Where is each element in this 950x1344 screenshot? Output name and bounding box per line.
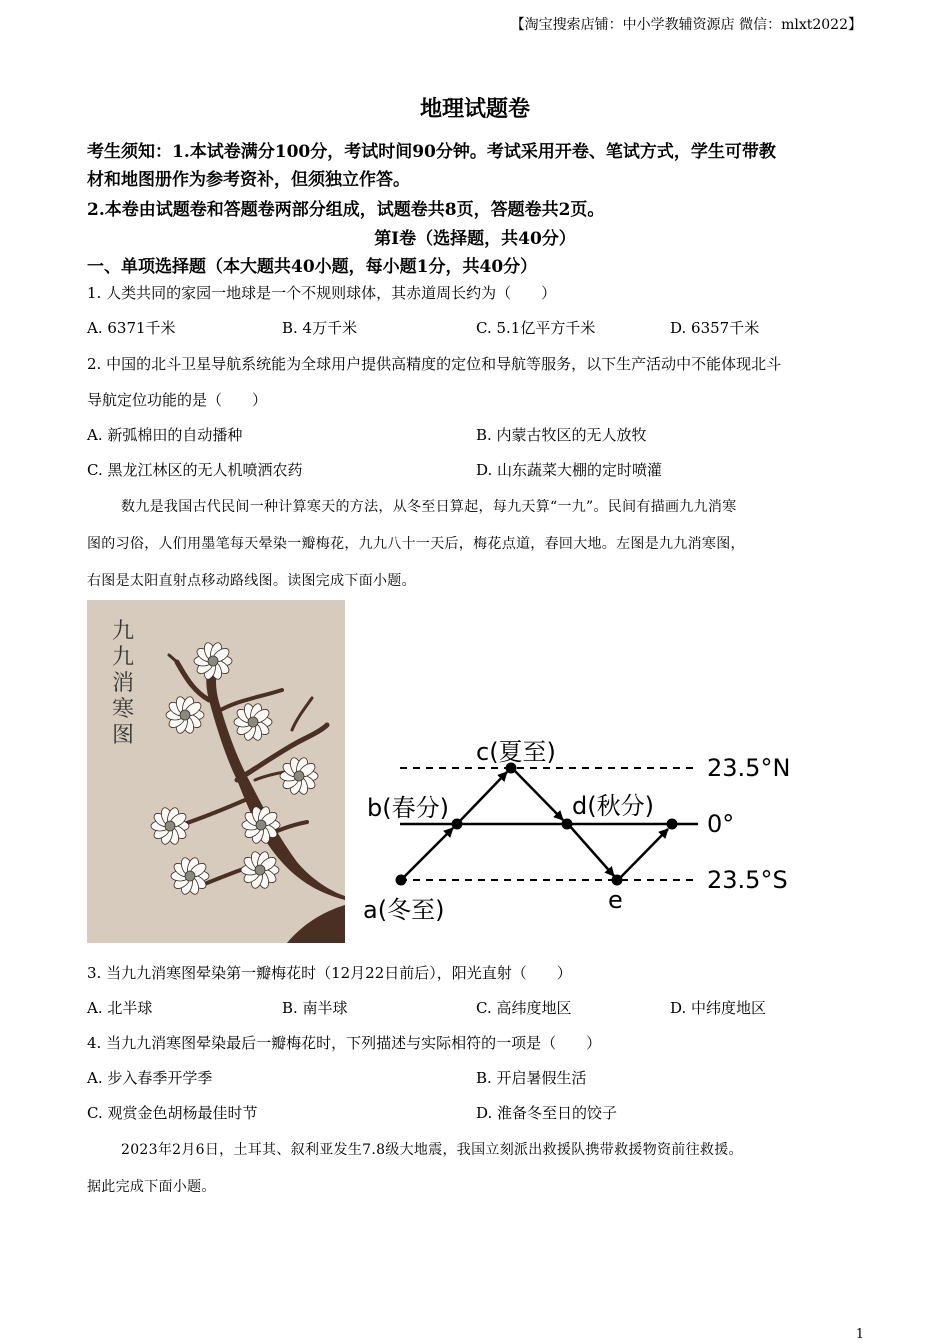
solar-point-path-diagram <box>360 730 800 930</box>
q1-option-b: B. 4万千米 <box>282 319 358 337</box>
page-title: 地理试题卷 <box>419 96 530 122</box>
arrow-d-to-e <box>568 824 614 876</box>
q2-option-d: D. 山东蔬菜大棚的定时喷灌 <box>476 461 663 479</box>
label-23-5n: 23.5°N <box>707 754 791 782</box>
point-a <box>396 875 407 886</box>
q4-option-b: B. 开启暑假生活 <box>476 1069 587 1087</box>
q4-option-d: D. 淮备冬至日的饺子 <box>476 1104 618 1122</box>
point-b <box>452 819 463 830</box>
label-e: e <box>608 886 623 914</box>
passage1-line-1: 数九是我国古代民间一种计算寒天的方法，从冬至日算起，每九天算“一九”。民间有描画九九消寒 <box>121 499 737 515</box>
label-b: b(春分) <box>367 794 449 822</box>
section-title: 一、单项选择题（本大题共40小题，每小题1分，共40分） <box>87 257 538 277</box>
point-d <box>562 819 573 830</box>
q3-option-b: B. 南半球 <box>282 999 348 1017</box>
point-e <box>612 875 623 886</box>
q3-option-a: A. 北半球 <box>87 999 153 1017</box>
instructions-line-2: 材和地图册作为参考资补，但须独立作答。 <box>87 170 410 190</box>
q1-option-c: C. 5.1亿平方千米 <box>476 319 596 337</box>
q3-stem: 3. 当九九消寒图晕染第一瓣梅花时（12月22日前后），阳光直射（ ） <box>87 964 572 982</box>
q1-stem: 1. 人类共同的家园一地球是一个不规则球体，其赤道周长约为（ ） <box>87 284 557 302</box>
q2-option-b: B. 内蒙古牧区的无人放牧 <box>476 426 647 444</box>
label-23-5s: 23.5°S <box>707 866 788 894</box>
q2-stem-line-1: 2. 中国的北斗卫星导航系统能为全球用户提供高精度的定位和导航等服务，以下生产活动中不能体现北斗 <box>87 355 782 373</box>
point-next <box>667 819 678 830</box>
q2-stem-line-2: 导航定位功能的是（ ） <box>87 391 268 409</box>
caption-char: 九 <box>111 619 135 644</box>
arrow-b-to-c <box>457 772 507 824</box>
q1-option-d: D. 6357千米 <box>670 319 760 337</box>
header-note: 【淘宝搜索店铺：中小学教辅资源店 微信：mlxt2022】 <box>510 17 862 33</box>
instructions-line-1: 考生须知：1.本试卷满分100分，考试时间90分钟。考试采用开卷、笔试方式，学生可带教 <box>87 142 776 162</box>
arrow-c-to-d <box>512 768 563 820</box>
arrow-a-to-b <box>401 828 453 880</box>
passage2-line-2: 据此完成下面小题。 <box>87 1179 216 1195</box>
arrow-e-to-next <box>618 829 668 880</box>
q2-option-c: C. 黑龙江林区的无人机喷洒农药 <box>87 461 303 479</box>
q4-stem: 4. 当九九消寒图晕染最后一瓣梅花时，下列描述与实际相符的一项是（ ） <box>87 1034 602 1052</box>
passage2-line-1: 2023年2月6日，土耳其、叙利亚发生7.8级大地震，我国立刻派出救援队携带救援物资前往救援。 <box>121 1142 743 1158</box>
q4-option-c: C. 观赏金色胡杨最佳时节 <box>87 1104 258 1122</box>
q2-option-a: A. 新弧棉田的自动播种 <box>87 426 243 444</box>
caption-char: 消 <box>111 671 135 696</box>
caption-char: 图 <box>111 723 135 748</box>
instructions-line-3: 2.本卷由试题卷和答题卷两部分组成，试题卷共8页，答题卷共2页。 <box>87 200 605 220</box>
q4-option-a: A. 步入春季开学季 <box>87 1069 213 1087</box>
q1-option-a: A. 6371千米 <box>87 319 176 337</box>
passage1-line-3: 右图是太阳直射点移动路线图。读图完成下面小题。 <box>87 573 416 589</box>
q3-option-c: C. 高纬度地区 <box>476 999 572 1017</box>
q3-option-d: D. 中纬度地区 <box>670 999 767 1017</box>
part-title: 第Ⅰ卷（选择题，共40分） <box>374 229 576 249</box>
label-equator: 0° <box>707 810 735 838</box>
caption-char: 寒 <box>111 697 135 722</box>
label-a: a(冬至) <box>363 896 445 924</box>
label-c: c(夏至) <box>476 738 556 766</box>
label-d: d(秋分) <box>572 792 654 820</box>
page-number: 1 <box>855 1327 864 1342</box>
passage1-line-2: 图的习俗，人们用墨笔每天晕染一瓣梅花，九九八十一天后，梅花点道，春回大地。左图是九九消寒图， <box>87 536 745 552</box>
plum-caption <box>112 619 134 748</box>
plum-blossom-image <box>87 600 345 943</box>
caption-char: 九 <box>111 645 135 670</box>
